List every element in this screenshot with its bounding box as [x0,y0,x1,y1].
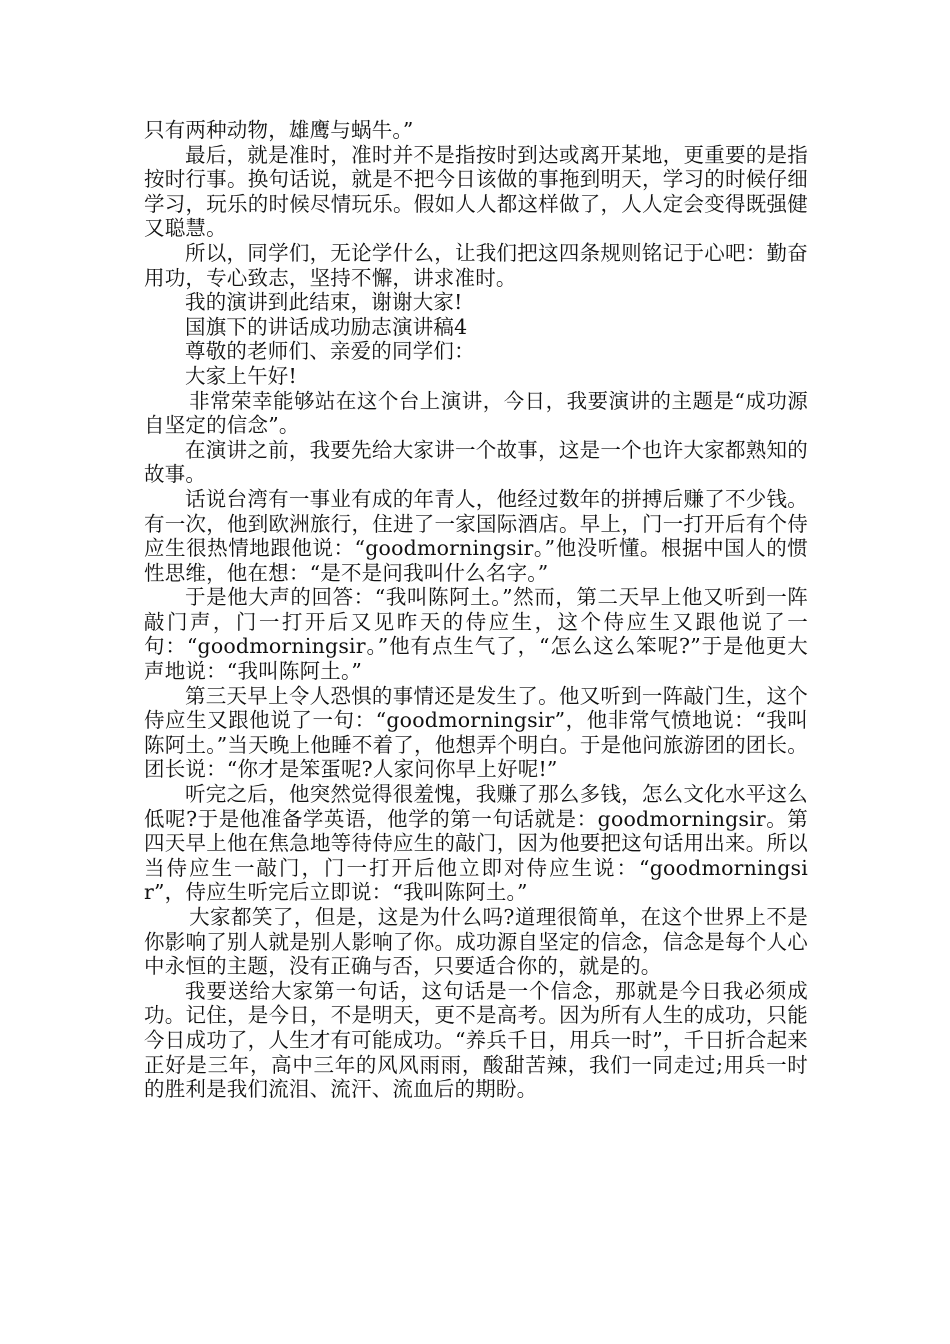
paragraph-2: 最后，就是准时，准时并不是指按时到达或离开某地，更重要的是指按时行事。换句话说，就是不把今日该做的事拖到明天，学习的时候仔细学习，玩乐的时候尽情玩乐。假如人人都这样做了，人人定会变得既强健又聪慧。 [144,142,808,241]
paragraph-10: 话说台湾有一事业有成的年青人，他经过数年的拼搏后赚了不少钱。有一次，他到欧洲旅行，住进了一家国际酒店。早上，门一打开后有个侍应生很热情地跟他说：“goodmorningsir。”他没听懂。根据中国人的惯性思维，他在想：“是不是问我叫什么名字。” [144,486,808,585]
paragraph-1: 只有两种动物，雄鹰与蜗牛。” [144,118,414,142]
paragraph-8: 非常荣幸能够站在这个台上演讲，今日，我要演讲的主题是“成功源自坚定的信念”。 [144,388,808,438]
paragraph-14: 大家都笑了，但是，这是为什么吗?道理很简单，在这个世界上不是你影响了别人就是别人影响了你。成功源自坚定的信念，信念是每个人心中永恒的主题，没有正确与否，只要适合你的，就是的。 [144,905,808,979]
paragraph-9: 在演讲之前，我要先给大家讲一个故事，这是一个也许大家都熟知的故事。 [144,437,808,487]
paragraph-11: 于是他大声的回答：“我叫陈阿土。”然而，第二天早上他又听到一阵敲门声，门一打开后又见昨天的侍应生，这个侍应生又跟他说了一句：“goodmorningsir。”他有点生气了，“怎么这么笨呢?”于是他更大声地说：“我叫陈阿土。” [144,585,808,684]
paragraph-12: 第三天早上令人恐惧的事情还是发生了。他又听到一阵敲门生，这个侍应生又跟他说了一句：“goodmorningsir”，他非常气愤地说：“我叫陈阿土。”当天晚上他睡不着了，他想弄个明白。于是他问旅游团的团长。团长说：“你才是笨蛋呢?人家问你早上好呢!” [144,683,808,782]
paragraph-13: 听完之后，他突然觉得很羞愧，我赚了那么多钱，怎么文化水平这么低呢?于是他准备学英语，他学的第一句话就是：goodmorningsir。第四天早上他在焦急地等待侍应生的敲门，因为他要把这句话用出来。所以当侍应生一敲门，门一打开后他立即对侍应生说：“goodmorningsir”，侍应生听完后立即说：“我叫陈阿土。” [144,782,808,905]
salutation: 尊敬的老师们、亲爱的同学们： [185,339,475,364]
section-heading: 国旗下的讲话成功励志演讲稿4 [185,314,468,339]
paragraph-4: 我的演讲到此结束，谢谢大家! [185,290,463,315]
document-page [144,118,808,1102]
paragraph-3: 所以，同学们，无论学什么，让我们把这四条规则铭记于心吧：勤奋用功，专心致志，坚持不懈，讲求准时。 [144,240,808,290]
greeting: 大家上午好! [185,363,297,388]
paragraph-15: 我要送给大家第一句话，这句话是一个信念，那就是今日我必须成功。记住，是今日，不是明天，更不是高考。因为所有人生的成功，只能今日成功了，人生才有可能成功。“养兵千日，用兵一时”，千日折合起来正好是三年，高中三年的风风雨雨，酸甜苦辣，我们一同走过;用兵一时的胜利是我们流泪、流汗、流血后的期盼。 [144,978,808,1102]
